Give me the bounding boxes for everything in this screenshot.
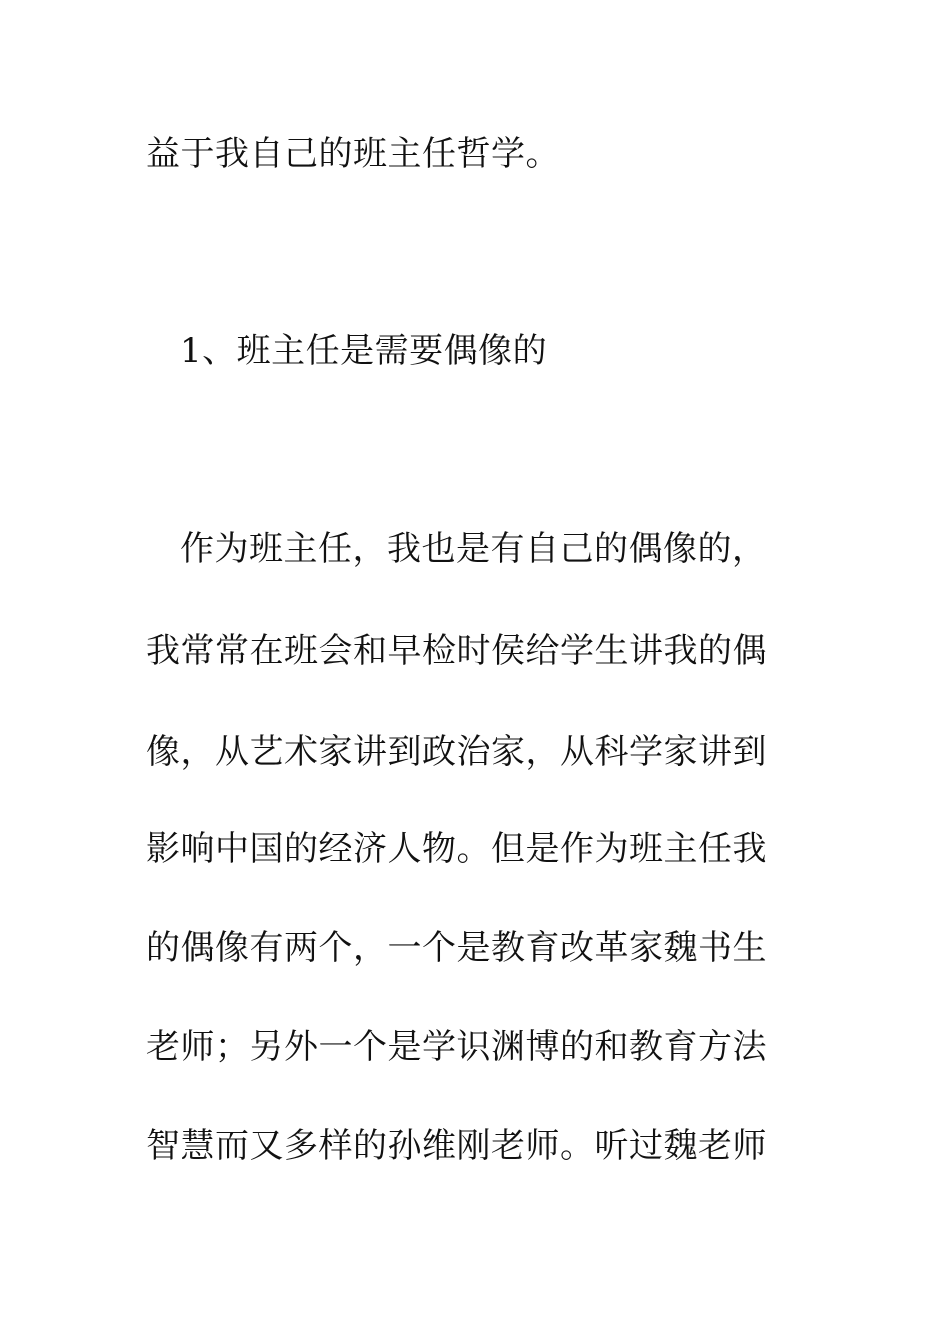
paragraph-line-5: 的偶像有两个，一个是教育改革家魏书生 xyxy=(146,928,767,968)
paragraph-line-6: 老师；另外一个是学识渊博的和教育方法 xyxy=(146,1027,767,1067)
paragraph-line-7: 智慧而又多样的孙维刚老师。听过魏老师 xyxy=(146,1126,767,1166)
paragraph-line-3: 像，从艺术家讲到政治家，从科学家讲到 xyxy=(146,732,767,772)
section-heading: 1、班主任是需要偶像的 xyxy=(180,331,548,371)
text-line-continuation: 益于我自己的班主任哲学。 xyxy=(146,134,560,174)
paragraph-line-4: 影响中国的经济人物。但是作为班主任我 xyxy=(146,829,767,869)
paragraph-line-1: 作为班主任，我也是有自己的偶像的， xyxy=(180,529,767,569)
paragraph-line-2: 我常常在班会和早检时侯给学生讲我的偶 xyxy=(146,631,767,671)
